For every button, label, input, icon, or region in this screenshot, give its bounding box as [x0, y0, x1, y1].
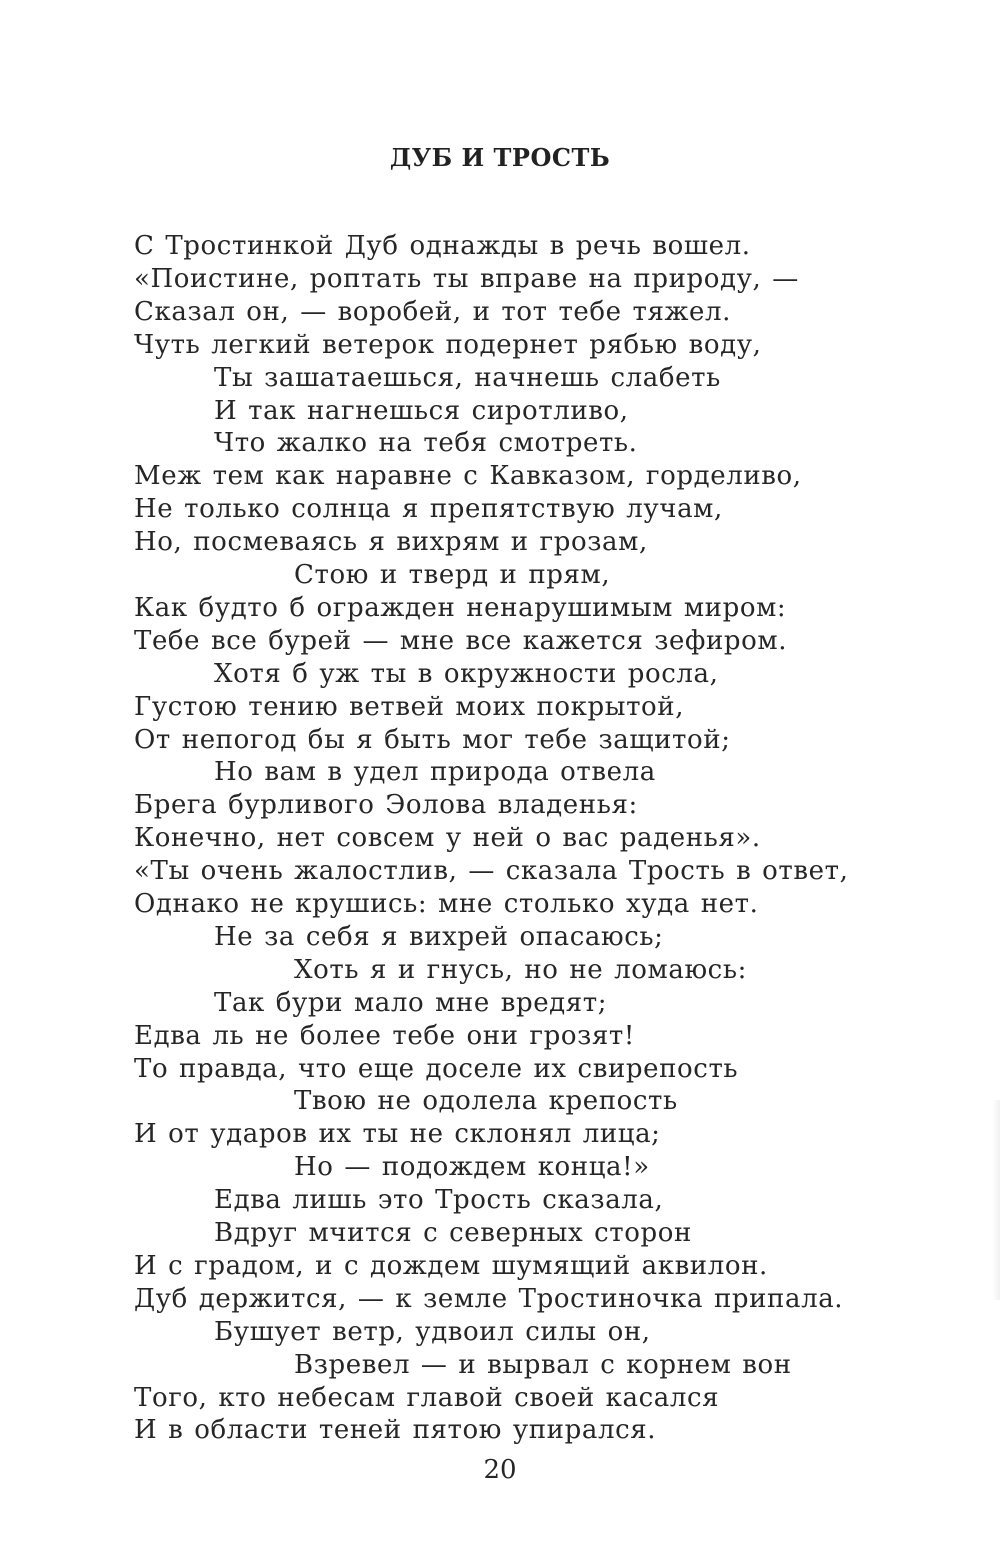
page-number: 20: [483, 1455, 517, 1485]
poem-line: То правда, что еще доселе их свирепость: [134, 1053, 739, 1084]
poem-line: Бушует ветр, удвоил силы он,: [214, 1316, 651, 1347]
poem-title: ДУБ И ТРОСТЬ: [389, 143, 611, 172]
poem-line: Того, кто небесам главой своей касался: [134, 1382, 720, 1413]
poem-line: Как будто б огражден ненарушимым миром:: [134, 592, 787, 623]
poem-line: Вдруг мчится с северных сторон: [214, 1218, 692, 1248]
poem-line: Твою не одолела крепость: [294, 1086, 678, 1117]
poem-line: И так нагнешься сиротливо,: [214, 395, 629, 426]
poem-line: Однако не крушись: мне столько худа нет.: [134, 889, 759, 919]
poem-line: Брега бурливого Эолова владенья:: [134, 790, 638, 821]
poem-line: Меж тем как наравне с Кавказом, горделиво,: [134, 461, 802, 492]
poem-line: Тебе все бурей — мне все кажется зефиром.: [134, 625, 788, 656]
poem-line: Сказал он, — воробей, и тот тебе тяжел.: [134, 296, 731, 327]
poem-line: Конечно, нет совсем у ней о вас раденья».: [134, 823, 761, 854]
page-edge-shadow: [992, 1100, 1000, 1300]
poem-line: Так бури мало мне вредят;: [214, 987, 608, 1018]
poem-line: Но — подождем конца!»: [294, 1152, 650, 1183]
poem-line: Густою тению ветвей моих покрытой,: [134, 691, 685, 722]
poem-line: Что жалко на тебя смотреть.: [214, 428, 638, 459]
poem-line: «Ты очень жалостлив, — сказала Трость в ответ,: [134, 856, 849, 887]
poem-line: Но, посмеваясь я вихрям и грозам,: [134, 527, 648, 558]
poem-line: И с градом, и с дождем шумящий аквилон.: [134, 1250, 768, 1281]
poem-line: Не только солнца я препятствую лучам,: [134, 494, 723, 525]
poem-line: Чуть легкий ветерок подернет рябью воду,: [134, 329, 762, 360]
poem-line: Едва лишь это Трость сказала,: [214, 1185, 664, 1216]
poem-line: И в области теней пятою упирался.: [134, 1415, 657, 1446]
poem-line: Хотя б уж ты в окружности росла,: [214, 658, 719, 689]
poem-line: Хоть я и гнусь, но не ломаюсь:: [294, 954, 747, 985]
poem-line: И от ударов их ты не склонял лица;: [134, 1119, 661, 1150]
poem-line: Ты зашатаешься, начнешь слабеть: [214, 362, 721, 393]
poem-line: Взревел — и вырвал с корнем вон: [294, 1349, 792, 1380]
poem-line: От непогод бы я быть мог тебе защитой;: [134, 724, 731, 755]
poem-line: «Поистине, роптать ты вправе на природу, —: [134, 263, 799, 294]
poem-line: Но вам в удел природа отвела: [214, 757, 656, 788]
poem-line: Не за себя я вихрей опасаюсь;: [214, 921, 664, 952]
poem-line: Стою и тверд и прям,: [294, 560, 611, 590]
poem-line: Дуб держится, — к земле Тростиночка припала.: [134, 1283, 844, 1314]
poem-line: Едва ль не более тебе они грозят!: [134, 1020, 635, 1051]
poem-line: С Тростинкой Дуб однажды в речь вошел.: [134, 231, 751, 261]
